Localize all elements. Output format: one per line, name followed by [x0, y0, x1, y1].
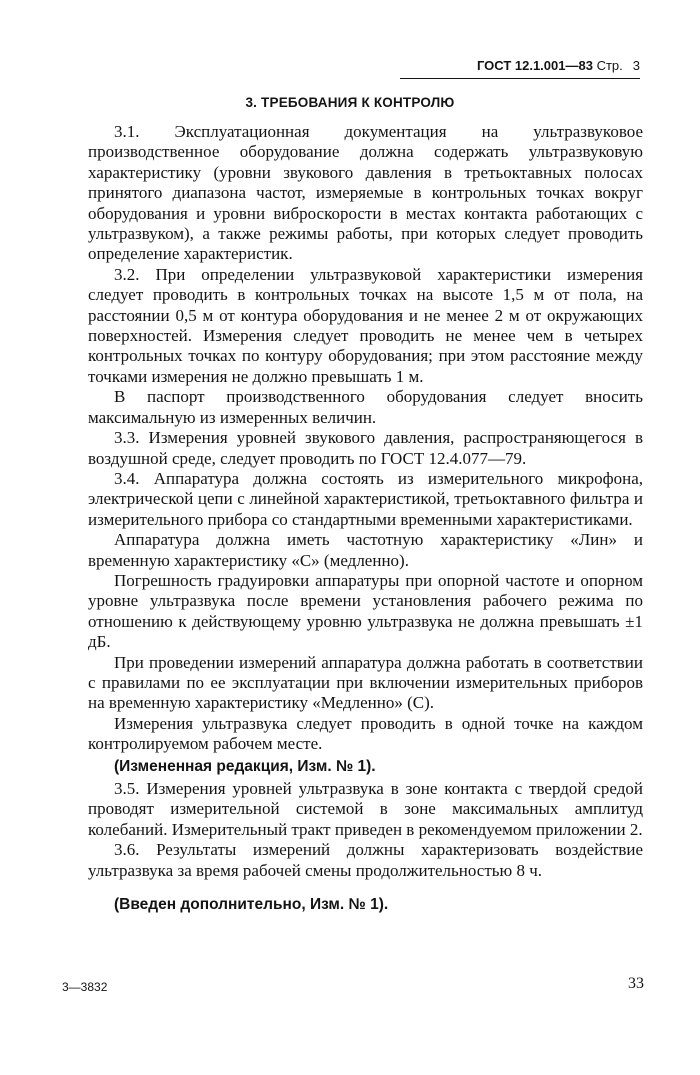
paragraph-3-2: 3.2. При определении ультразвуковой характеристики измерения следует проводить в контрольных точках на высоте 1,5 м от пола, на расстоянии 0,5 м от контура оборудования и не менее 2 м от окружающих поверхностей. Измерения следует проводить не менее чем в четырех контрольных точках по контуру оборудования; при этом расстояние между точками измерения не должно превышать 1 м.	[88, 264, 643, 386]
paragraph-3-2-passport: В паспорт производственного оборудования следует вносить максимальную из измеренных величин.	[88, 387, 643, 427]
paragraph-3-4-error: Погрешность градуировки аппаратуры при опорной частоте и опорном уровне ультразвука после времени установления рабочего режима по отношению к действующему уровню ультразвука не должна превышать ±1 дБ.	[88, 570, 643, 652]
document-body	[88, 122, 643, 917]
footer-page-number: 33	[628, 975, 644, 992]
paragraph-3-4-measurement: Измерения ультразвука следует проводить в одной точке на каждом контролируемом рабочем месте.	[88, 713, 643, 754]
paragraph-3-6: 3.6. Результаты измерений должны характеризовать воздействие ультразвука за время рабочей смены продолжительностью 8 ч.	[88, 840, 643, 880]
print-code: 3—3832	[62, 980, 108, 994]
running-header	[400, 58, 640, 79]
section-title: 3. ТРЕБОВАНИЯ К КОНТРОЛЮ	[245, 95, 455, 110]
paragraph-3-3: 3.3. Измерения уровней звукового давления, распространяющегося в воздушной среде, следует проводить по ГОСТ 12.4.077—79.	[88, 428, 643, 468]
header-standard: ГОСТ 12.1.001—83	[476, 58, 593, 73]
header-page-number: 3	[632, 58, 640, 73]
paragraph-3-4: 3.4. Аппаратура должна состоять из измерительного микрофона, электрической цепи с линейной характеристикой, третьоктавного фильтра и измерительного прибора со стандартными временными характеристиками.	[88, 468, 643, 529]
edit-note-1: (Измененная редакция, Изм. № 1).	[114, 757, 376, 775]
header-page-label: Стр.	[596, 58, 623, 73]
edit-note-2: (Введен дополнительно, Изм. № 1).	[114, 896, 389, 914]
paragraph-3-4-frequency: Аппаратура должна иметь частотную характеристику «Лин» и временную характеристику «С» (медленно).	[88, 530, 643, 570]
paragraph-3-4-operation: При проведении измерений аппаратура должна работать в соответствии с правилами по ее эксплуатации при включении измерительных приборов на временную характеристику «Медленно» (С).	[88, 652, 643, 713]
paragraph-3-1: 3.1. Эксплуатационная документация на ультразвуковое производственное оборудование должна содержать ультразвуковую характеристику (уровни звукового давления в третьоктавных полосах принятого диапазона частот, измеряемые в контрольных точках вокруг оборудования и уровни виброскорости в местах контакта работающих с ультразвуком), а также режимы работы, при которых следует проводить определение характеристик.	[88, 122, 643, 264]
paragraph-3-5: 3.5. Измерения уровней ультразвука в зоне контакта с твердой средой проводят измерительной системой в зоне максимальных амплитуд колебаний. Измерительный тракт приведен в рекомендуемом приложении 2.	[88, 779, 643, 839]
